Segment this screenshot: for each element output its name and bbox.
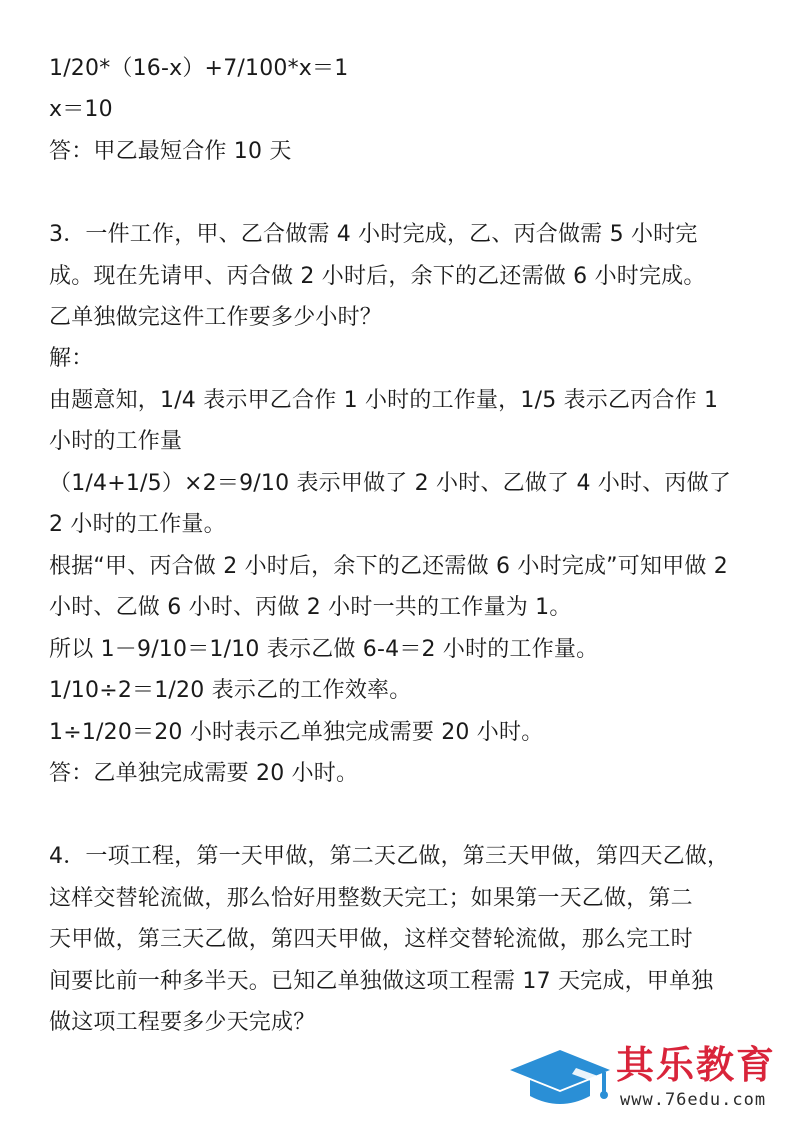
- text-line: 1/20*（16-x）+7/100*x＝1: [49, 56, 349, 81]
- solution-line: 根据“甲、丙合做 2 小时后，余下的乙还需做 6 小时完成”可知甲做 2: [49, 554, 728, 579]
- question-4-line: 4．一项工程，第一天甲做，第二天乙做，第三天甲做，第四天乙做，: [49, 844, 730, 869]
- question-4-line: 天甲做，第三天乙做，第四天甲做，这样交替轮流做，那么完工时: [49, 927, 693, 952]
- solution-line: 由题意知，1/4 表示甲乙合作 1 小时的工作量，1/5 表示乙丙合作 1: [49, 388, 719, 413]
- solution-line: 2 小时的工作量。: [49, 512, 226, 537]
- solution-line: 小时的工作量: [49, 429, 183, 454]
- answer-line: 答：乙单独完成需要 20 小时。: [49, 761, 359, 786]
- text-line: 答：甲乙最短合作 10 天: [49, 139, 292, 164]
- question-3-line: 成。现在先请甲、丙合做 2 小时后，余下的乙还需做 6 小时完成。: [49, 264, 706, 289]
- question-4-line: 这样交替轮流做，那么恰好用整数天完工；如果第一天乙做，第二: [49, 886, 693, 911]
- solution-line: 小时、乙做 6 小时、丙做 2 小时一共的工作量为 1。: [49, 595, 572, 620]
- watermark-url: www.76edu.com: [620, 1090, 767, 1110]
- graduation-cap-icon: [508, 1046, 614, 1112]
- question-4-line: 做这项工程要多少天完成？: [49, 1010, 316, 1035]
- solution-line: 1/10÷2＝1/20 表示乙的工作效率。: [49, 678, 412, 703]
- text-line: x＝10: [49, 97, 113, 122]
- watermark-title: 其乐教育: [616, 1043, 777, 1087]
- question-3-line: 乙单独做完这件工作要多少小时？: [49, 305, 383, 330]
- question-4-line: 间要比前一种多半天。已知乙单独做这项工程需 17 天完成，甲单独: [49, 969, 714, 994]
- question-3-line: 3．一件工作，甲、乙合做需 4 小时完成，乙、丙合做需 5 小时完: [49, 222, 698, 247]
- solution-label: 解：: [49, 346, 94, 371]
- solution-line: 1÷1/20＝20 小时表示乙单独完成需要 20 小时。: [49, 720, 544, 745]
- solution-line: 所以 1－9/10＝1/10 表示乙做 6-4＝2 小时的工作量。: [49, 637, 599, 662]
- watermark-logo: [508, 1040, 788, 1116]
- solution-line: （1/4+1/5）×2＝9/10 表示甲做了 2 小时、乙做了 4 小时、丙做了: [49, 471, 732, 496]
